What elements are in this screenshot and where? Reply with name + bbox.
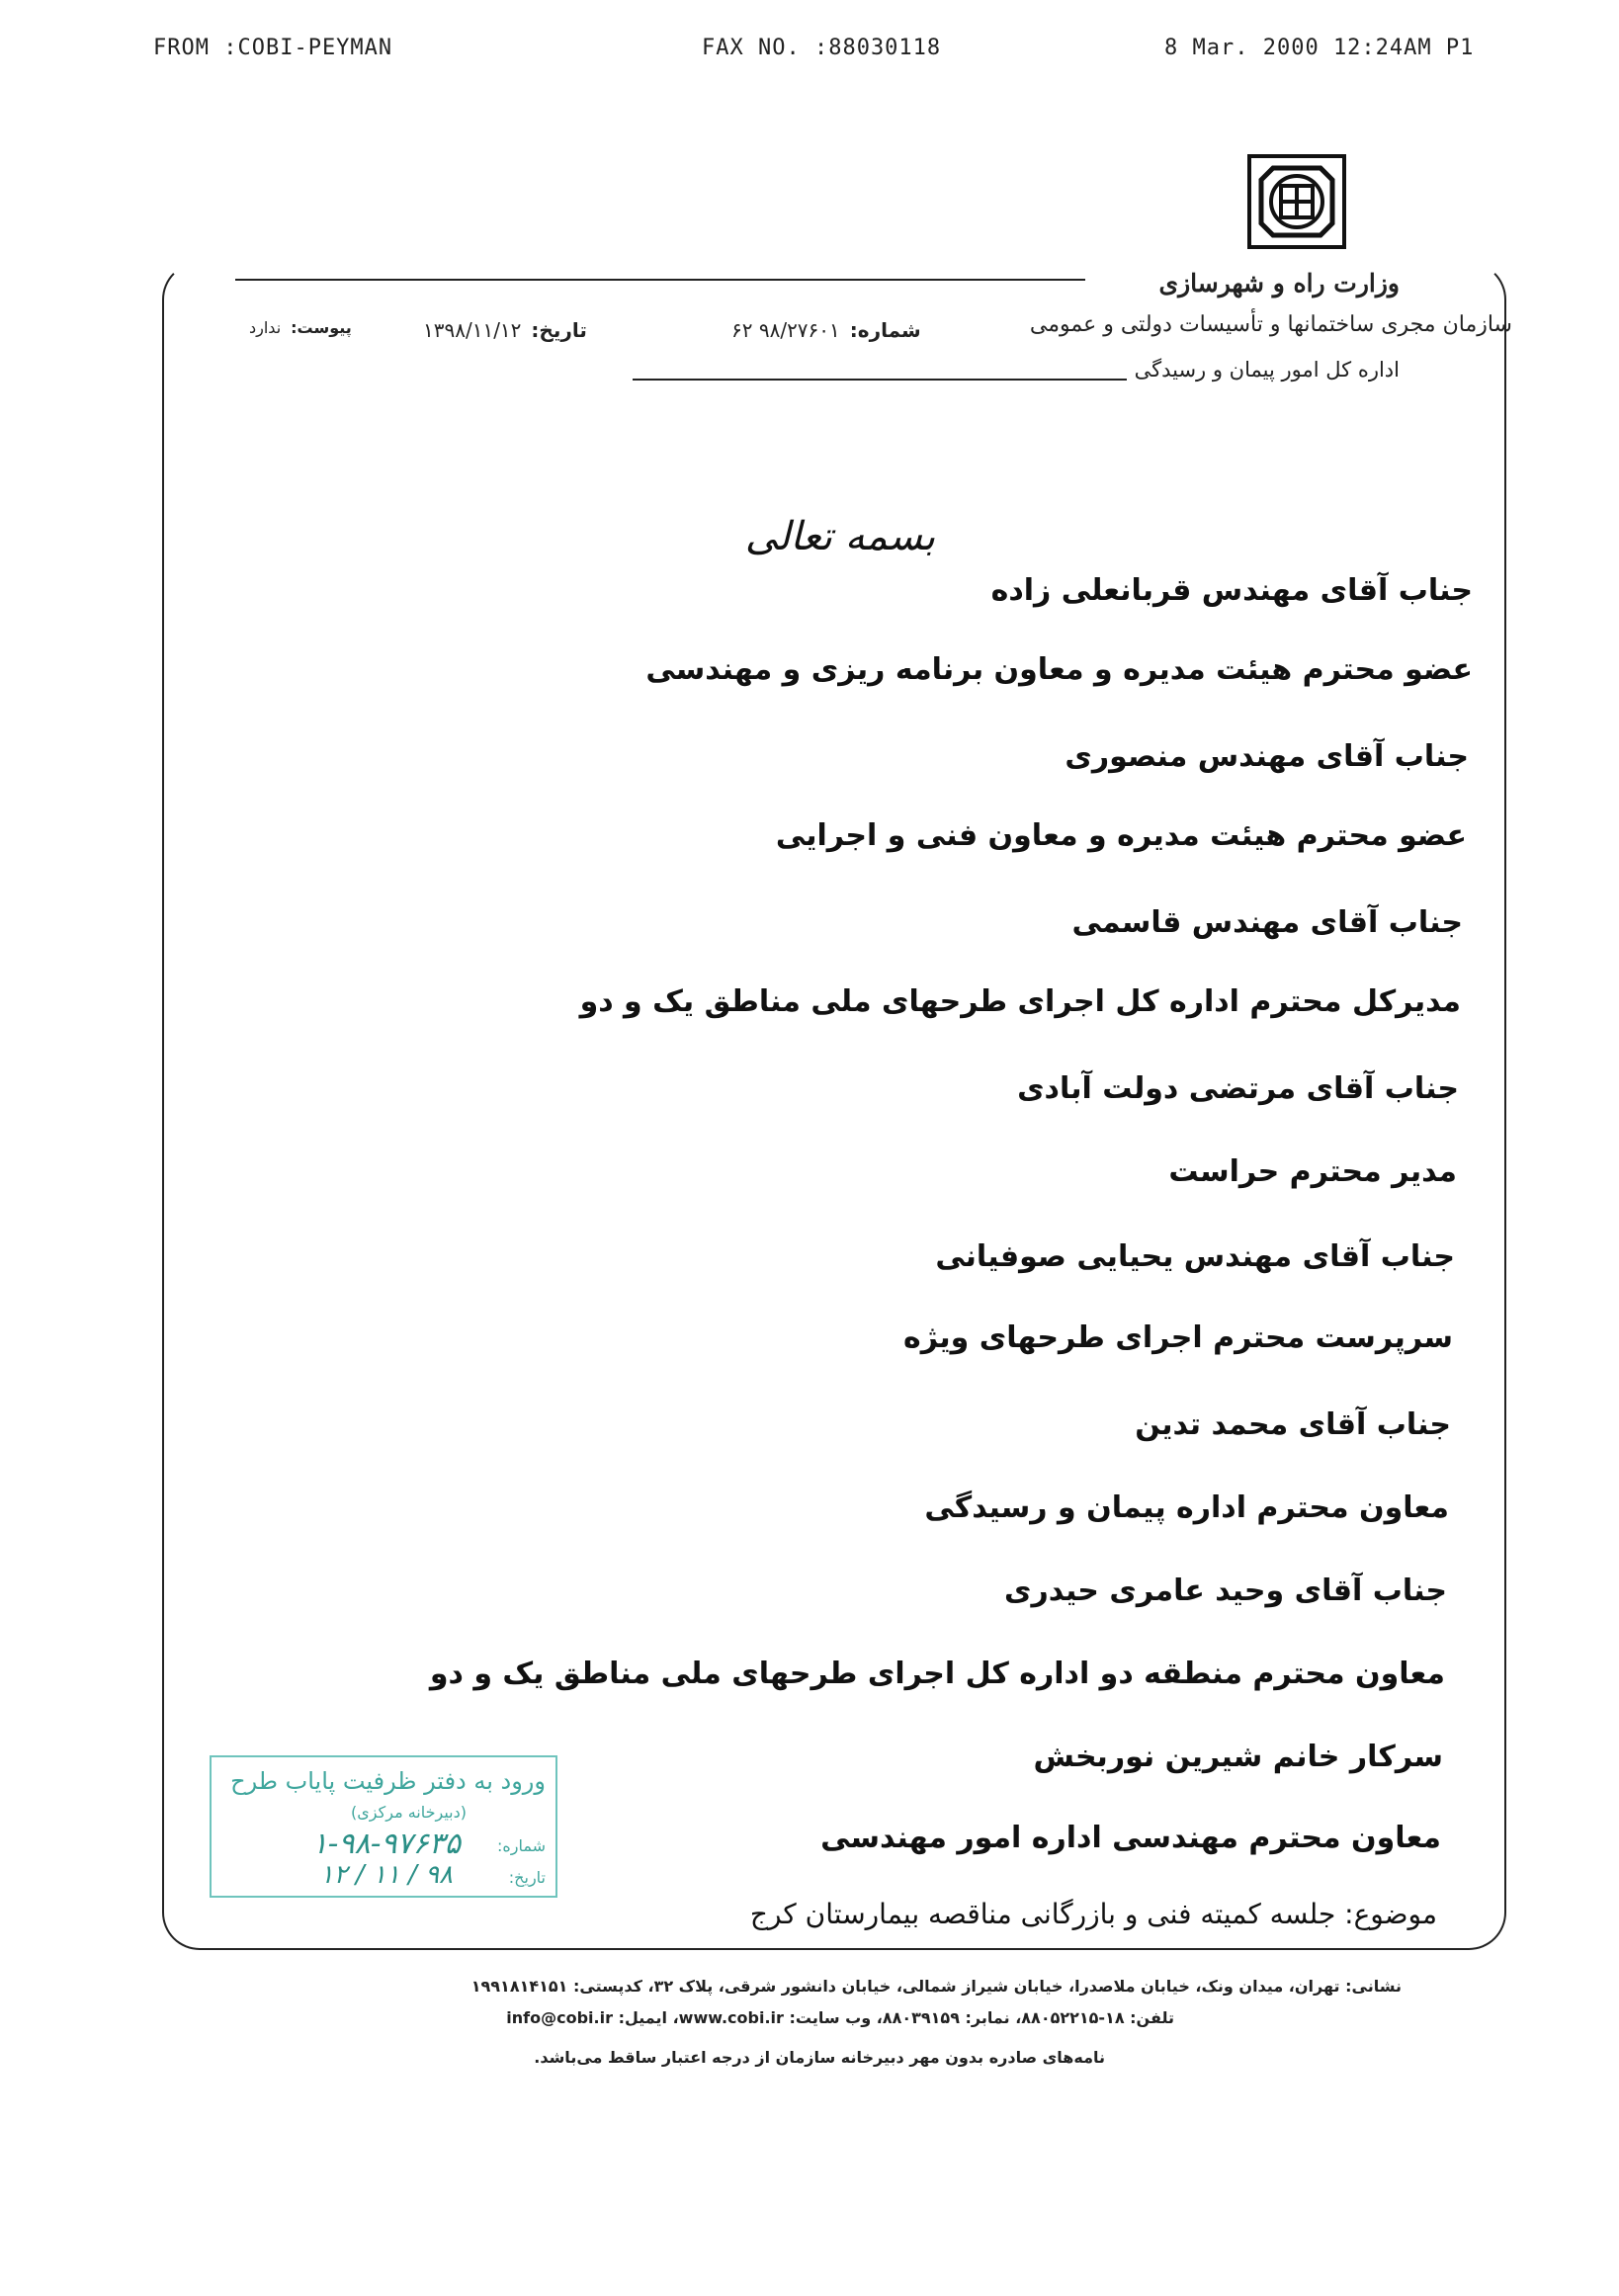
fax-date-page: 8 Mar. 2000 12:24AM P1 xyxy=(1164,36,1475,60)
fax-number: FAX NO. :88030118 xyxy=(702,36,942,60)
letter-attachment-value: ندارد xyxy=(249,318,282,337)
footer-address: نشانی: تهران، میدان ونک، خیابان ملاصدرا، خیابان شیراز شمالی، خیابان دانشور شرقی، پلاک ۳۲، کدپستی: ۱۹۹۱۸۱۴۱۵۱ xyxy=(470,1977,1402,1996)
recipient-line: مدیرکل محترم اداره کل اجرای طرحهای ملی مناطق یک و دو xyxy=(579,984,1461,1019)
letter-number-label: شماره: xyxy=(849,318,921,342)
footer-contact: تلفن: ۱۸-۸۸۰۵۲۲۱۵، نمابر: ۸۸۰۳۹۱۵۹، وب سایت: www.cobi.ir، ایمیل: info@cobi.ir xyxy=(506,2008,1174,2027)
footer-notice: نامه‌های صادره بدون مهر دبیرخانه سازمان از درجه اعتبار ساقط می‌باشد. xyxy=(534,2048,1105,2067)
letter-number-value: ۹۸/۲۷۶۰۱ ۶۲ xyxy=(731,318,840,342)
subject-line: موضوع: جلسه کمیته فنی و بازرگانی مناقصه بیمارستان کرج xyxy=(749,1898,1437,1930)
logo-emblem-icon xyxy=(1251,158,1342,245)
stamp-title: ورود به دفتر ظرفیت پایاب طرح xyxy=(230,1767,546,1795)
recipient-line: معاون محترم اداره پیمان و رسیدگی xyxy=(924,1490,1449,1525)
receipt-stamp xyxy=(210,1755,557,1898)
recipient-line: عضو محترم هیئت مدیره و معاون فنی و اجرایی xyxy=(775,818,1467,853)
stamp-date-value: ۹۸ / ۱۱ / ۱۲ xyxy=(319,1860,453,1890)
recipient-line: جناب آقای مهندس قربانعلی زاده xyxy=(990,573,1473,608)
letter-date-value: ۱۳۹۸/۱۱/۱۲ xyxy=(423,318,522,342)
fax-from: FROM :COBI-PEYMAN xyxy=(153,36,393,60)
recipient-line: جناب آقای مهندس یحیایی صوفیانی xyxy=(935,1239,1455,1274)
organization-logo xyxy=(1247,154,1346,249)
recipient-line: سرپرست محترم اجرای طرحهای ویژه xyxy=(903,1320,1453,1355)
bismillah-heading: بسمه تعالی xyxy=(744,514,936,559)
stamp-number-label: شماره: xyxy=(496,1836,546,1855)
recipient-line: جناب آقای محمد تدین xyxy=(1135,1407,1451,1442)
recipient-line: جناب آقای مرتضی دولت آبادی xyxy=(1017,1071,1459,1106)
recipient-line: سرکار خانم شیرین نوربخش xyxy=(1033,1740,1443,1774)
ministry-name: وزارت راه و شهرسازی xyxy=(1158,269,1400,298)
recipient-line: جناب آقای وحید عامری حیدری xyxy=(1003,1573,1447,1608)
recipient-line: مدیر محترم حراست xyxy=(1168,1154,1457,1189)
recipient-line: معاون محترم منطقه دو اداره کل اجرای طرحهای ملی مناطق یک و دو xyxy=(429,1657,1445,1691)
recipient-line: جناب آقای مهندس قاسمی xyxy=(1071,905,1463,940)
recipient-line: معاون محترم مهندسی اداره امور مهندسی xyxy=(820,1821,1441,1855)
recipient-line: عضو محترم هیئت مدیره و معاون برنامه ریزی و مهندسی xyxy=(645,652,1473,687)
letter-attachment-label: پیوست: xyxy=(291,318,352,337)
stamp-number-value: ۱-۹۸-۹۷۶۳۵ xyxy=(311,1827,461,1861)
stamp-date-label: تاریخ: xyxy=(508,1868,546,1887)
department-name: اداره کل امور پیمان و رسیدگی xyxy=(1134,358,1400,382)
letter-date-label: تاریخ: xyxy=(531,318,587,342)
organization-name: سازمان مجری ساختمانها و تأسیسات دولتی و عمومی xyxy=(1029,312,1512,337)
fax-header xyxy=(0,36,1619,75)
recipient-line: جناب آقای مهندس منصوری xyxy=(1065,739,1469,774)
stamp-subtitle: (دبیرخانه مرکزی) xyxy=(351,1803,467,1822)
